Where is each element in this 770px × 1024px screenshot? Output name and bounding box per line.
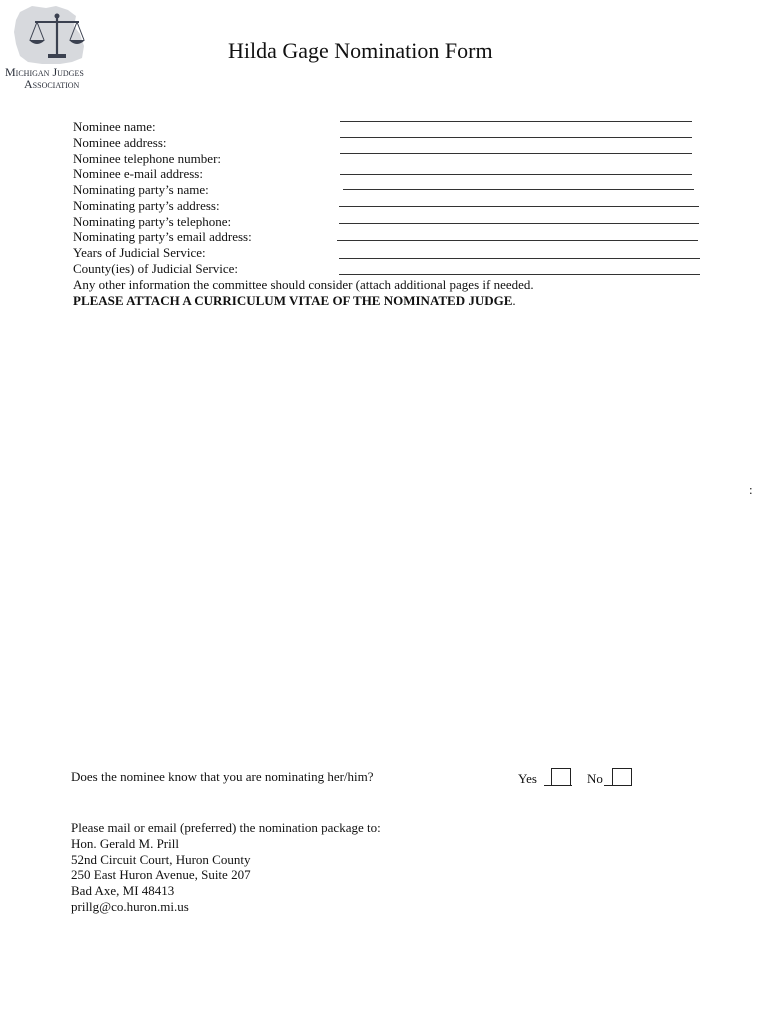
field-label-nominee-address: Nominee address: <box>73 135 167 150</box>
blank-line[interactable] <box>339 223 699 224</box>
recipient-email[interactable]: prillg@co.huron.mi.us <box>71 899 189 914</box>
scales-of-justice-icon <box>2 4 114 66</box>
blank-line[interactable] <box>340 137 692 138</box>
no-checkbox[interactable] <box>612 768 632 786</box>
field-label-nominee-email: Nominee e-mail address: <box>73 166 203 181</box>
field-label-nominating-email: Nominating party’s email address: <box>73 229 252 244</box>
blank-line[interactable] <box>340 121 692 122</box>
attach-cv-notice <box>73 293 516 309</box>
field-label-counties-service: County(ies) of Judicial Service: <box>73 261 238 276</box>
recipient-street: 250 East Huron Avenue, Suite 207 <box>71 867 251 882</box>
recipient-court: 52nd Circuit Court, Huron County <box>71 852 251 867</box>
blank-line[interactable] <box>339 206 699 207</box>
other-information-text: Any other information the committee should consider (attach additional pages if needed. <box>73 277 534 292</box>
attach-cv-notice-text: PLEASE ATTACH A CURRICULUM VITAE OF THE NOMINATED JUDGE <box>73 293 513 308</box>
yes-label: Yes <box>518 771 537 786</box>
mail-intro: Please mail or email (preferred) the nomination package to: <box>71 820 381 835</box>
field-label-nominee-telephone: Nominee telephone number: <box>73 151 222 166</box>
logo-text-line2: Association <box>24 77 80 91</box>
blank-line[interactable] <box>343 189 694 190</box>
field-label-years-service: Years of Judicial Service: <box>73 245 206 260</box>
yes-checkbox[interactable] <box>551 768 571 786</box>
no-label: No <box>587 771 603 786</box>
association-logo <box>2 4 114 92</box>
blank-line[interactable] <box>340 153 692 154</box>
field-label-nominating-address: Nominating party’s address: <box>73 198 220 213</box>
recipient-name: Hon. Gerald M. Prill <box>71 836 179 851</box>
field-label-nominee-name: Nominee name: <box>73 119 156 134</box>
nominee-aware-question: Does the nominee know that you are nominating her/him? <box>71 769 374 784</box>
blank-line[interactable] <box>339 274 700 275</box>
field-label-nominating-telephone: Nominating party’s telephone: <box>73 214 232 229</box>
recipient-city: Bad Axe, MI 48413 <box>71 883 175 898</box>
logo-text-line1: Michigan Judges <box>5 65 84 79</box>
blank-line[interactable] <box>339 258 700 259</box>
attach-cv-period: . <box>512 293 516 308</box>
stray-mark: : <box>749 482 753 497</box>
page-title: Hilda Gage Nomination Form <box>228 38 493 63</box>
blank-line[interactable] <box>337 240 698 241</box>
blank-line[interactable] <box>340 174 692 175</box>
field-label-nominating-name: Nominating party’s name: <box>73 182 209 197</box>
